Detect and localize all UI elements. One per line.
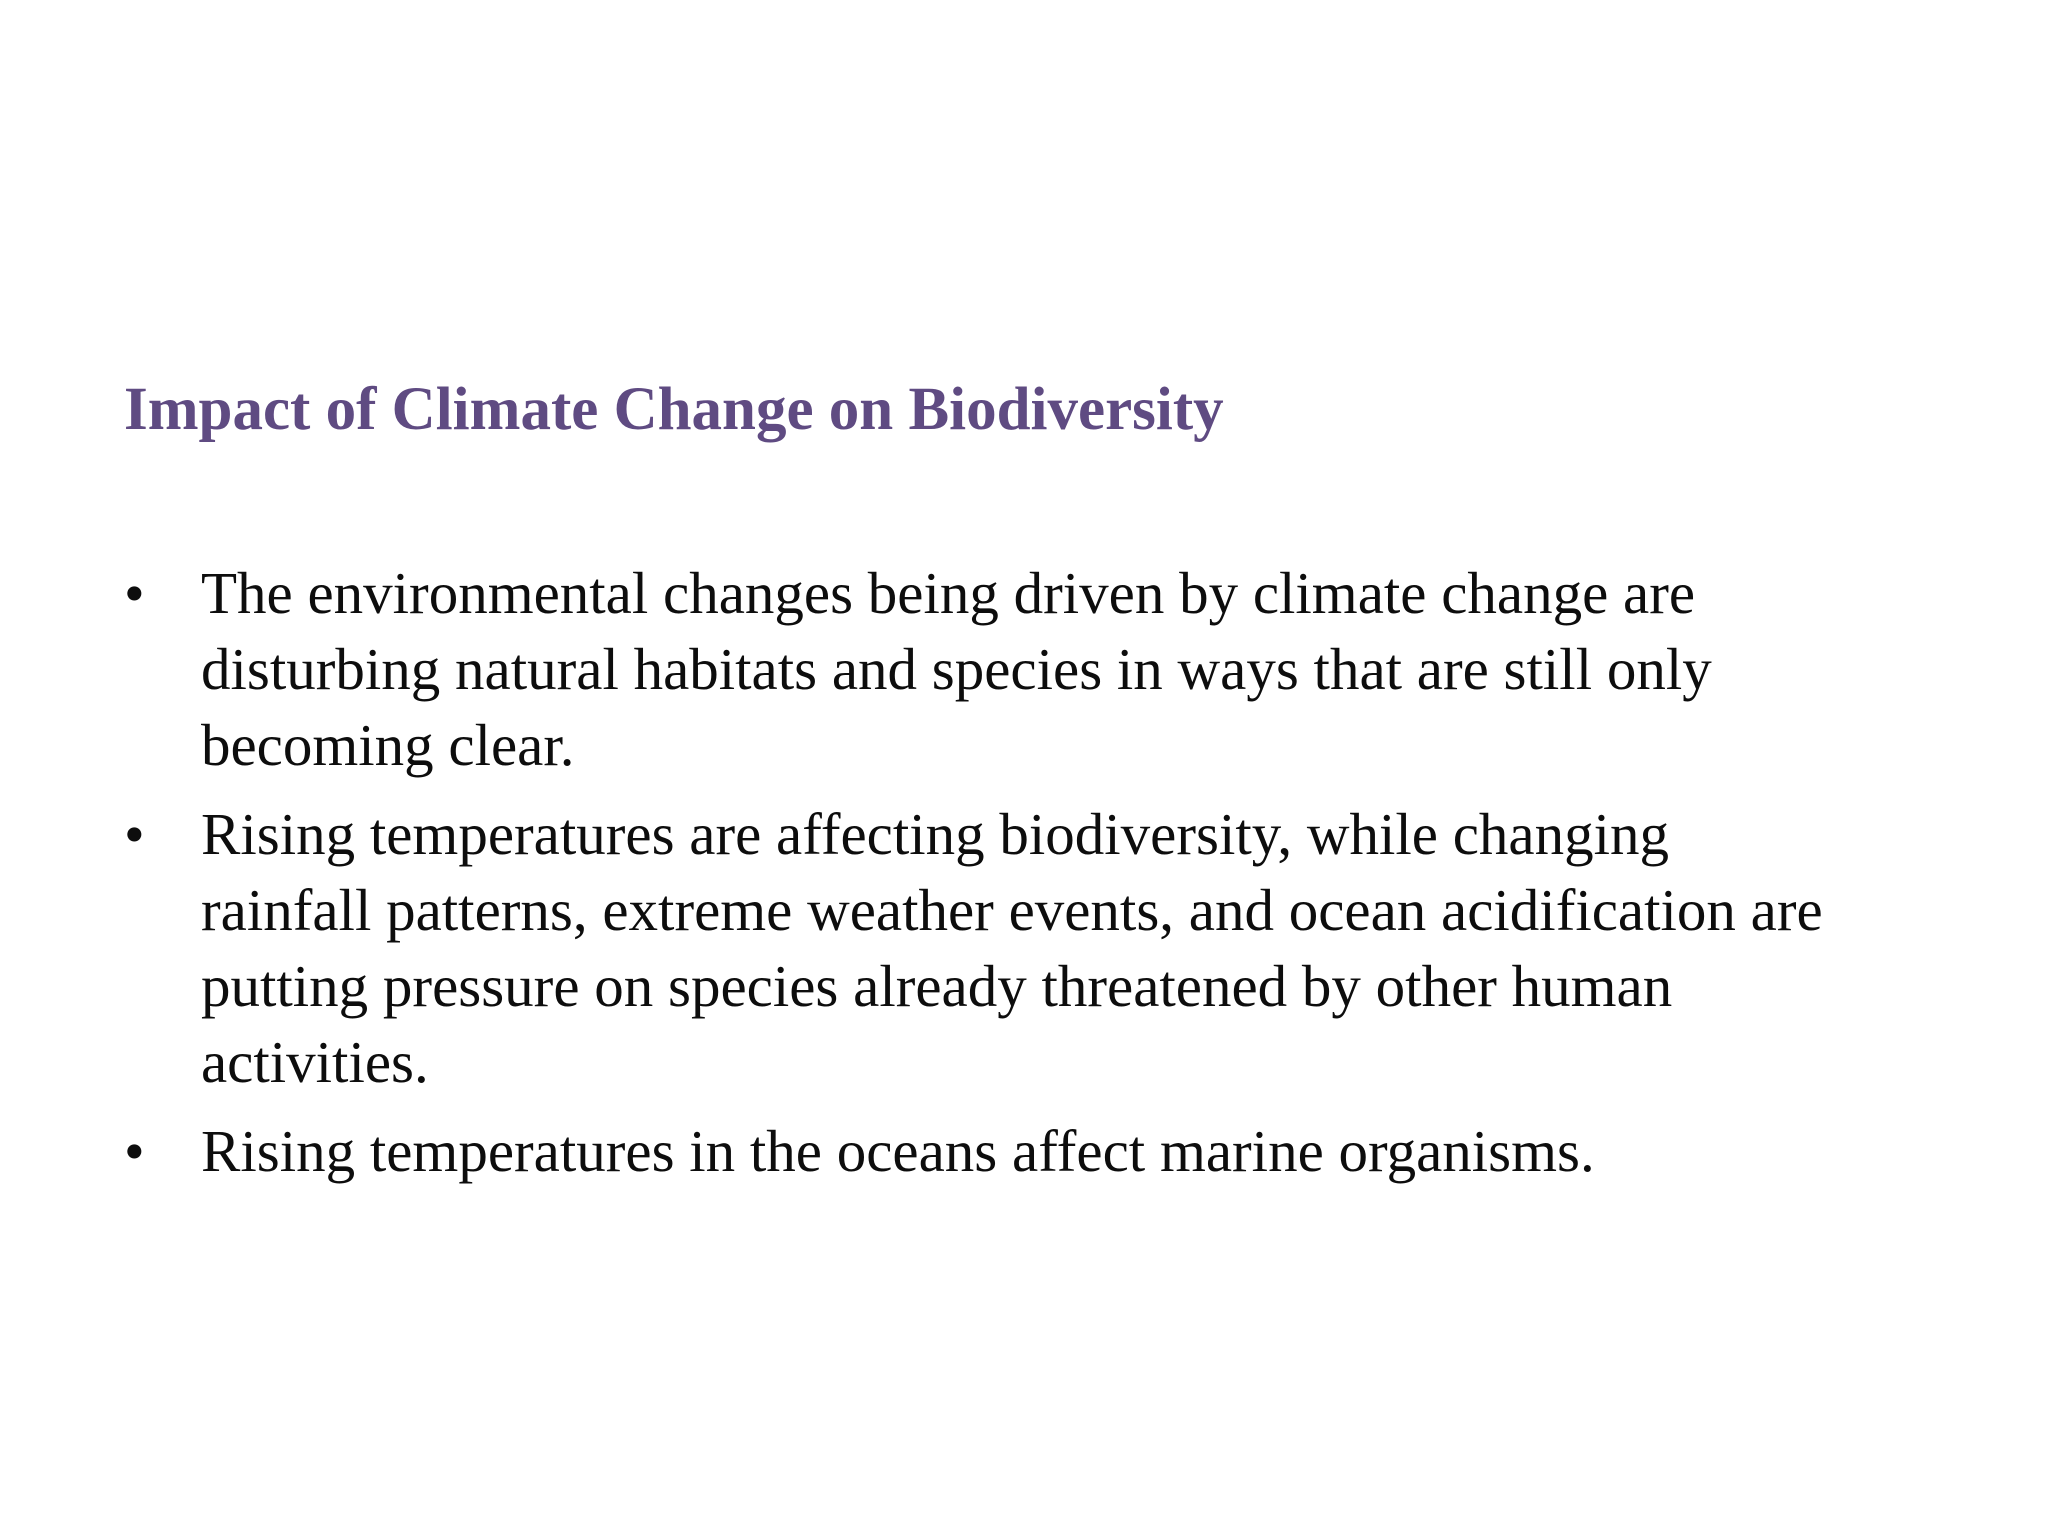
bullet-icon: • [124, 560, 145, 626]
bullet-line: rainfall patterns, extreme weather events, and ocean acidification are [201, 877, 1823, 943]
bullet-line: disturbing natural habitats and species in ways that are still only [201, 636, 1712, 702]
bullet-line: Rising temperatures in the oceans affect marine organisms. [201, 1118, 1595, 1184]
bullet-line: putting pressure on species already threatened by other human [201, 953, 1673, 1019]
bullet-list [124, 555, 1994, 1202]
bullet-line: becoming clear. [201, 712, 575, 778]
bullet-line: The environmental changes being driven by climate change are [201, 560, 1696, 626]
bullet-item [124, 796, 1994, 1100]
bullet-line: activities. [201, 1029, 429, 1095]
bullet-icon: • [124, 801, 145, 867]
bullet-line: Rising temperatures are affecting biodiversity, while changing [201, 801, 1669, 867]
bullet-icon: • [124, 1118, 145, 1184]
bullet-item [124, 555, 1994, 783]
slide-title: Impact of Climate Change on Biodiversity [124, 376, 1224, 443]
bullet-item [124, 1113, 1994, 1189]
